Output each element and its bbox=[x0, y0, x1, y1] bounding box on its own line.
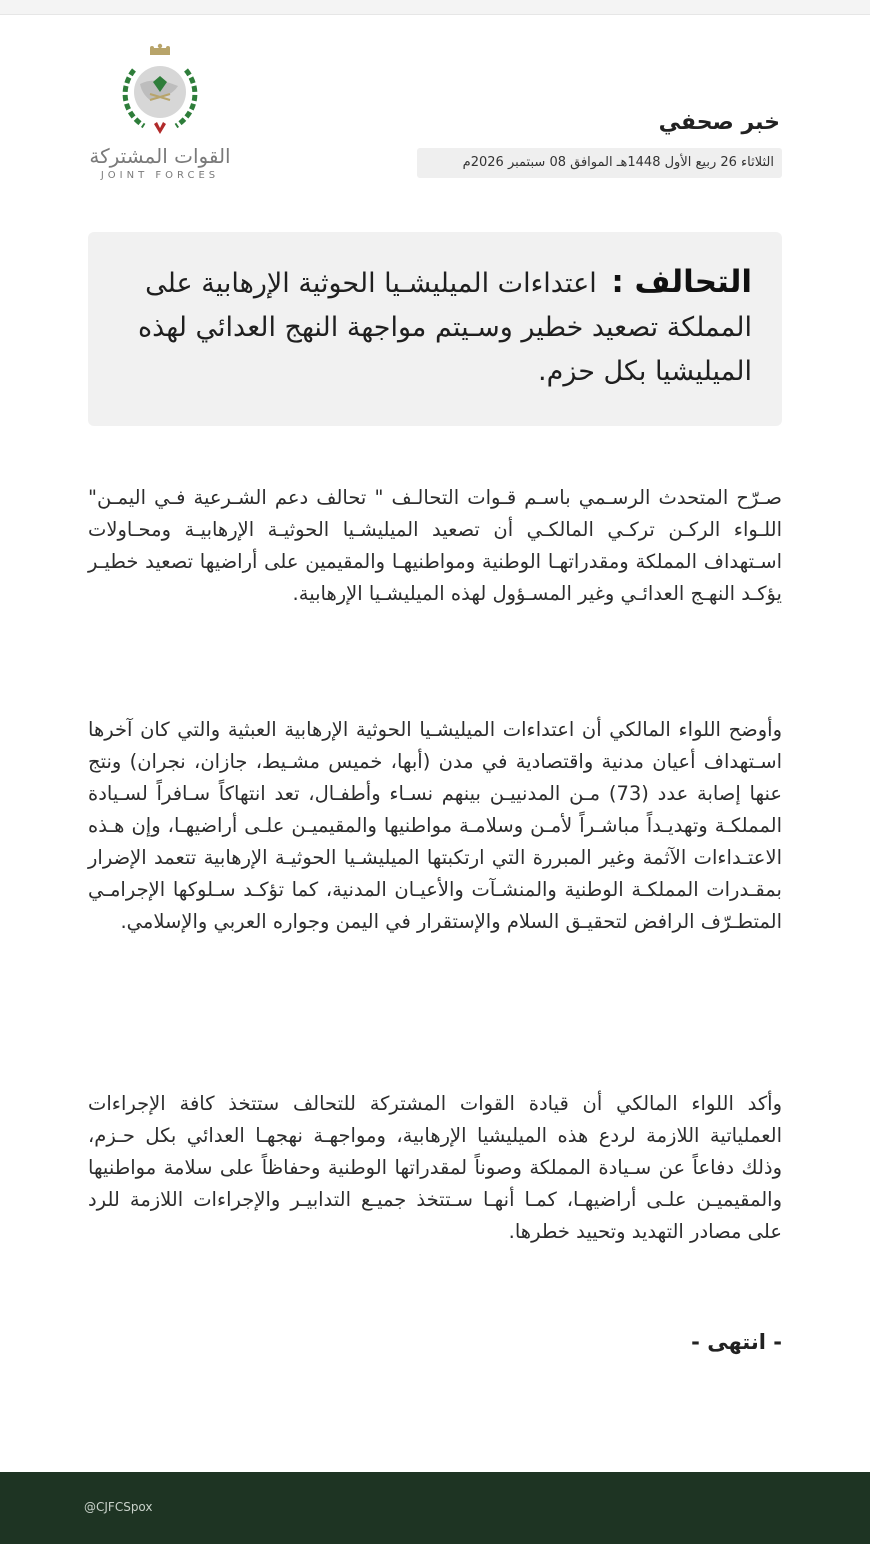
joint-forces-logo bbox=[76, 42, 244, 190]
headline-label: التحالف : bbox=[611, 264, 752, 300]
headline bbox=[108, 260, 752, 394]
logo-arabic-name: القوات المشتركة bbox=[89, 144, 231, 168]
body-paragraph-1: صـرّح المتحدث الرسـمي باسـم قـوات التحالـف " تحالف دعم الشـرعية فـي اليمـن" اللـواء الركـن تركـي المالكـي أن تصعيد الميليشـيا الحوثيـة الإرهابيـة ومحـاولات اسـتهداف المملكة ومقدراتهـا الوطنية ومواطنيهـا والمقيمين على أراضيها تصعيد خطيـر يؤكـد النهـج العدائـي وغير المسـؤول لهذه الميليشـيا الإرهابية. bbox=[88, 486, 782, 605]
body-paragraph-3: وأكد اللواء المالكي أن قيادة القوات المشتركة للتحالف ستتخذ كافة الإجراءات العملياتية اللازمة لردع هذه الميليشيا الإرهابية، ومواجهـة نهجهـا العدائي بكل حـزم، وذلك دفاعاً عن سـيادة المملكة وصوناً لمقدراتها الوطنية وحفاظاً على سلامة مواطنيها والمقيميـن علـى أراضيهـا، كمـا أنهـا سـتتخذ جميـع التدابيـر والإجراءات اللازمة للرد على مصادر التهديد وتحييد خطرها. bbox=[88, 1092, 782, 1243]
social-handle[interactable]: @CJFCSpox bbox=[84, 1500, 153, 1514]
headline-box bbox=[88, 232, 782, 426]
top-frame-divider bbox=[0, 14, 870, 15]
headline-text: اعتداءات الميليشـيا الحوثية الإرهابية على المملكة تصعيد خطير وسـيتم مواجهة النهج العدائي لهذه الميليشيا بكل حزم. bbox=[137, 268, 752, 387]
body-paragraph-2: وأوضح اللواء المالكي أن اعتداءات الميليشـيا الحوثية الإرهابية العبثية والتي كان آخرها اسـتهداف أعيان مدنية واقتصادية في مدن (أبها، خميس مشـيط، جازان، نجران) ونتج عنها إصابة عدد (73) مـن المدنييـن بينهم نسـاء وأطفـال، تعد انتهاكاً سـافراً لسـيادة المملكـة وتهديـداً مباشـراً لأمـن وسلامـة مواطنيها والمقيميـن علـى أراضيهـا، وإن هـذه الاعتـداءات الآثمة وغير المبررة التي ارتكبتها الميليشـيا الحوثيـة الإرهابية تتعمد الإضرار بمقـدرات المملكـة الوطنية والمنشـآت والأعيـان المدنية، كما تؤكـد سـلوكها الإجرامـي المتطـرّف الرافض لتحقيـق السلام والإستقرار في اليمن وجواره العربي والإسلامي. bbox=[88, 718, 782, 933]
release-date: الثلاثاء 26 ربيع الأول 1448هـ الموافق 08 سبتمبر 2026م bbox=[417, 148, 782, 178]
emblem-icon bbox=[110, 42, 210, 142]
end-mark: - انتهى - bbox=[691, 1330, 782, 1354]
footer-bar bbox=[0, 1472, 870, 1544]
top-frame-strip bbox=[0, 0, 870, 14]
press-release-title: خبر صحفي bbox=[658, 110, 780, 135]
logo-english-name: JOINT FORCES bbox=[100, 170, 220, 181]
